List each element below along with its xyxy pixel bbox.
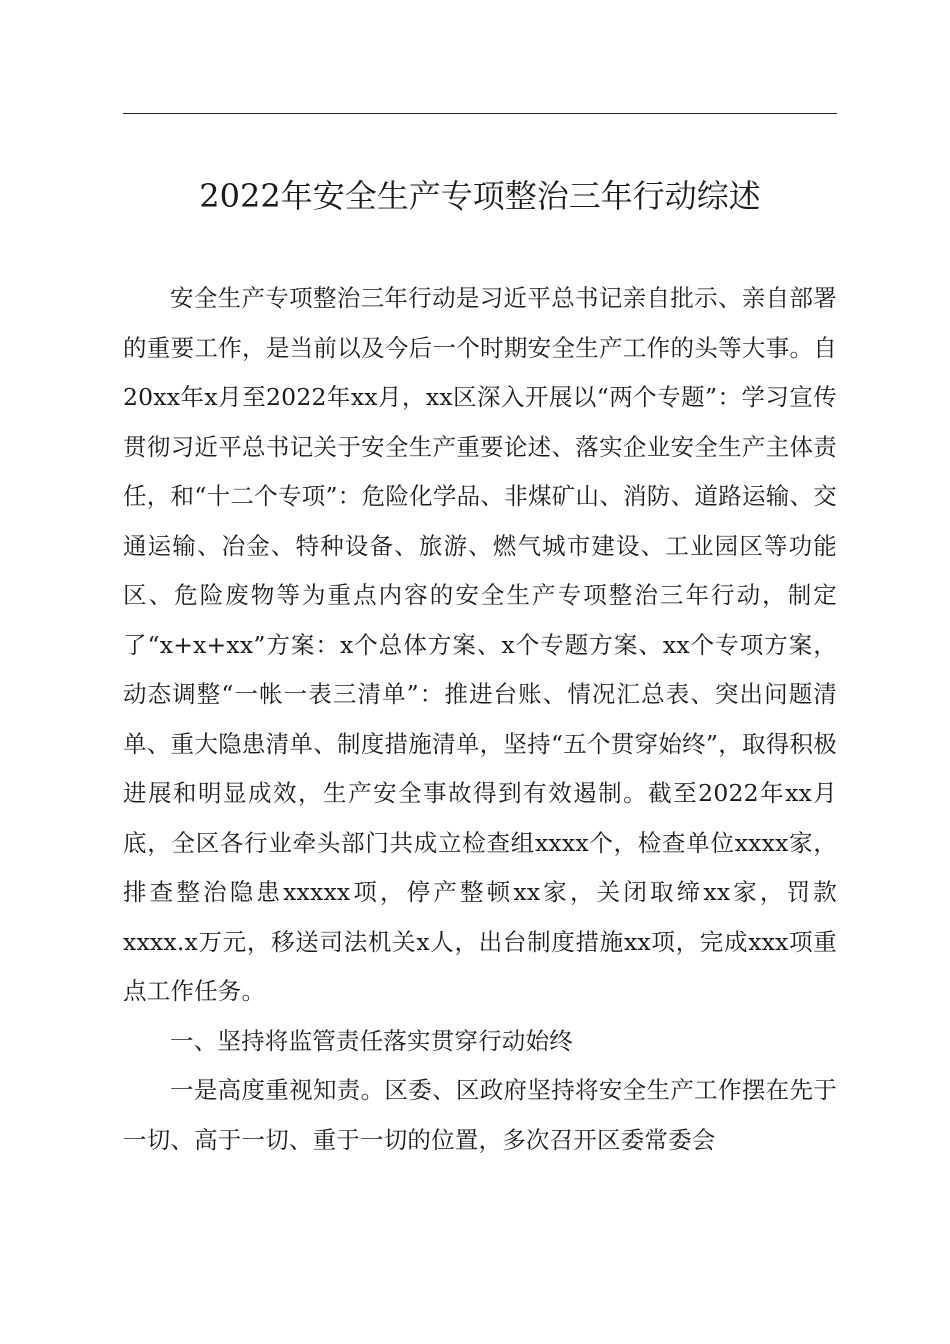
section-paragraph: 一是高度重视知责。区委、区政府坚持将安全生产工作摆在先于一切、高于一切、重于一切的位置，多次召开区委常委会 — [123, 1076, 837, 1154]
document-body — [123, 274, 837, 1165]
intro-paragraph: 安全生产专项整治三年行动是习近平总书记亲自批示、亲自部署的重要工作，是当前以及今后一个时期安全生产工作的头等大事。自20xx年x月至2022年xx月，xx区深入开展以“两个专题”：学习宣传贯彻习近平总书记关于安全生产重要论述、落实企业安全生产主体责任，和“十二个专项”：危险化学品、非煤矿山、消防、道路运输、交通运输、冶金、特种设备、旅游、燃气城市建设、工业园区等功能区、危险废物等为重点内容的安全生产专项整治三年行动，制定了“x+x+xx”方案：x个总体方案、x个专题方案、xx个专项方案，动态调整“一帐一表三清单”：推进台账、情况汇总表、突出问题清单、重大隐患清单、制度措施清单，坚持“五个贯穿始终”，取得积极进展和明显成效，生产安全事故得到有效遏制。截至2022年xx月底，全区各行业牵头部门共成立检查组xxxx个，检查单位xxxx家，排查整治隐患xxxxx项，停产整顿xx家，关闭取缔xx家，罚款xxxx.x万元，移送司法机关x人，出台制度措施xx项，完成xxx项重点工作任务。 — [123, 284, 837, 1005]
header-rule — [123, 113, 837, 114]
document-title: 2022年安全生产专项整治三年行动综述 — [199, 177, 761, 215]
section-heading: 一、坚持将监管责任落实贯穿行动始终 — [170, 1026, 573, 1055]
